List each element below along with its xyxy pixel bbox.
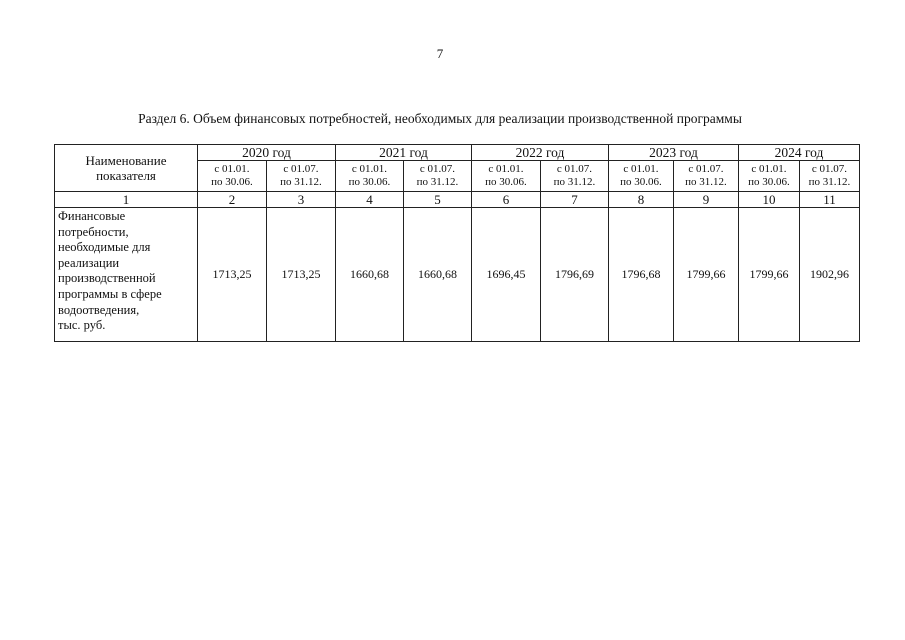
page-number: 7 (436, 46, 444, 61)
period-header: с 01.01. по 30.06. (739, 161, 800, 192)
column-number: 7 (541, 192, 609, 208)
name-column-header (55, 145, 198, 192)
name-header-line: Наименование (85, 153, 167, 168)
value-cell: 1660,68 (336, 208, 404, 342)
period-header: с 01.01. по 30.06. (609, 161, 674, 192)
value-cell: 1660,68 (404, 208, 472, 342)
value-cell: 1713,25 (198, 208, 267, 342)
year-header-row (55, 145, 860, 161)
column-number: 8 (609, 192, 674, 208)
period-header: с 01.01. по 30.06. (336, 161, 404, 192)
value-cell: 1796,69 (541, 208, 609, 342)
period-header: с 01.07. по 31.12. (404, 161, 472, 192)
column-number: 4 (336, 192, 404, 208)
year-header: 2020 год (198, 145, 336, 161)
year-header: 2023 год (609, 145, 739, 161)
financial-needs-table (54, 144, 860, 342)
table-row (55, 208, 860, 342)
period-header: с 01.07. по 31.12. (541, 161, 609, 192)
column-number: 9 (674, 192, 739, 208)
column-number: 5 (404, 192, 472, 208)
indicator-name: Финансовые потребности, необходимые для реализации производственной программы в сфере водоотведения, тыс. руб. (55, 208, 198, 342)
period-header: с 01.07. по 31.12. (267, 161, 336, 192)
column-number-row (55, 192, 860, 208)
column-number: 6 (472, 192, 541, 208)
value-cell: 1696,45 (472, 208, 541, 342)
year-header: 2022 год (472, 145, 609, 161)
section-title: Раздел 6. Объем финансовых потребностей, необходимых для реализации производственной программы (138, 111, 742, 126)
name-header-line: показателя (96, 168, 156, 183)
period-header: с 01.07. по 31.12. (800, 161, 860, 192)
value-cell: 1799,66 (739, 208, 800, 342)
value-cell: 1799,66 (674, 208, 739, 342)
column-number: 11 (800, 192, 860, 208)
year-header: 2024 год (739, 145, 860, 161)
period-header: с 01.07. по 31.12. (674, 161, 739, 192)
column-number: 10 (739, 192, 800, 208)
value-cell: 1713,25 (267, 208, 336, 342)
year-header: 2021 год (336, 145, 472, 161)
column-number: 1 (55, 192, 198, 208)
column-number: 3 (267, 192, 336, 208)
value-cell: 1796,68 (609, 208, 674, 342)
period-header: с 01.01. по 30.06. (198, 161, 267, 192)
value-cell: 1902,96 (800, 208, 860, 342)
period-header: с 01.01. по 30.06. (472, 161, 541, 192)
column-number: 2 (198, 192, 267, 208)
